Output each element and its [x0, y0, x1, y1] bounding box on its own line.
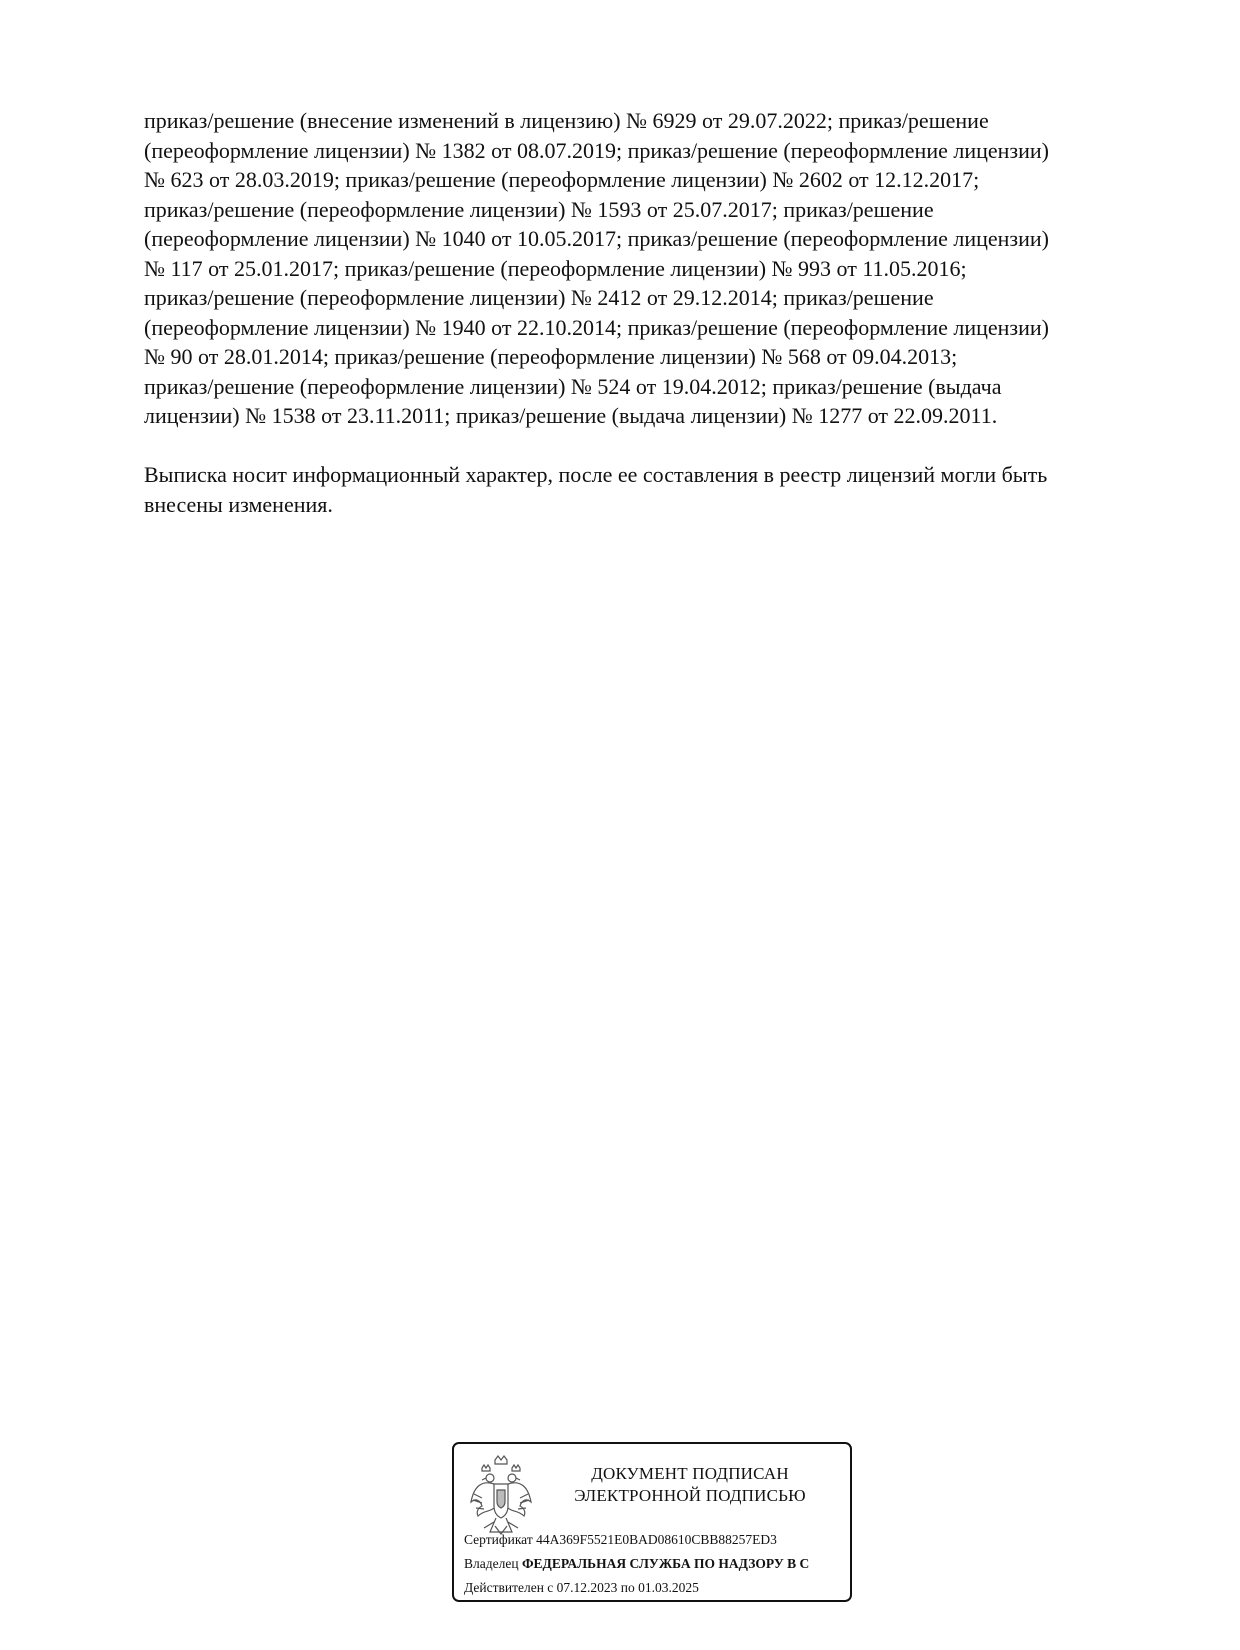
- owner-label: Владелец: [464, 1556, 519, 1571]
- orders-line-7: приказ/решение (переоформление лицензии) № 2412 от 29.12.2014; приказ/решение: [144, 285, 934, 310]
- stamp-certificate-row: [464, 1532, 777, 1548]
- orders-line-4: приказ/решение (переоформление лицензии) № 1593 от 25.07.2017; приказ/решение: [144, 196, 934, 222]
- certificate-value: 44A369F5521E0BAD08610CBB88257ED3: [536, 1532, 777, 1547]
- orders-line-5: (переоформление лицензии) № 1040 от 10.05.2017; приказ/решение (переоформление лицензии): [144, 226, 1049, 251]
- disclaimer-line-2: внесены изменения.: [144, 491, 333, 517]
- orders-line-3: № 623 от 28.03.2019; приказ/решение (переоформление лицензии) № 2602 от 12.12.2017;: [144, 167, 980, 192]
- stamp-validity-row: Действителен с 07.12.2023 по 01.03.2025: [464, 1580, 699, 1595]
- owner-value: ФЕДЕРАЛЬНАЯ СЛУЖБА ПО НАДЗОРУ В С: [521, 1556, 810, 1571]
- disclaimer-line-1: Выписка носит информационный характер, после ее составления в реестр лицензий могли быть: [144, 462, 1048, 487]
- orders-list-paragraph: [144, 106, 1144, 431]
- electronic-signature-stamp: [452, 1442, 852, 1602]
- orders-line-10: приказ/решение (переоформление лицензии) № 524 от 19.04.2012; приказ/решение (выдача: [144, 373, 1002, 399]
- orders-line-9: № 90 от 28.01.2014; приказ/решение (переоформление лицензии) № 568 от 09.04.2013;: [144, 344, 958, 369]
- certificate-label: Сертификат: [464, 1532, 533, 1547]
- orders-line-1: приказ/решение (внесение изменений в лицензию) № 6929 от 29.07.2022; приказ/решение: [144, 108, 989, 133]
- disclaimer-paragraph: [144, 460, 1144, 519]
- orders-line-2: (переоформление лицензии) № 1382 от 08.07.2019; приказ/решение (переоформление лицензии): [144, 137, 1049, 163]
- russian-coat-of-arms-icon: [468, 1454, 534, 1544]
- orders-line-8: (переоформление лицензии) № 1940 от 22.10.2014; приказ/решение (переоформление лицензии): [144, 314, 1049, 340]
- stamp-heading-line-1: ДОКУМЕНТ ПОДПИСАН: [591, 1464, 789, 1483]
- orders-line-11: лицензии) № 1538 от 23.11.2011; приказ/решение (выдача лицензии) № 1277 от 22.09.2011.: [144, 403, 998, 428]
- stamp-heading-line-2: ЭЛЕКТРОННОЙ ПОДПИСЬЮ: [574, 1486, 806, 1505]
- orders-line-6: № 117 от 25.01.2017; приказ/решение (переоформление лицензии) № 993 от 11.05.2016;: [144, 255, 967, 281]
- stamp-owner-row: [464, 1556, 809, 1572]
